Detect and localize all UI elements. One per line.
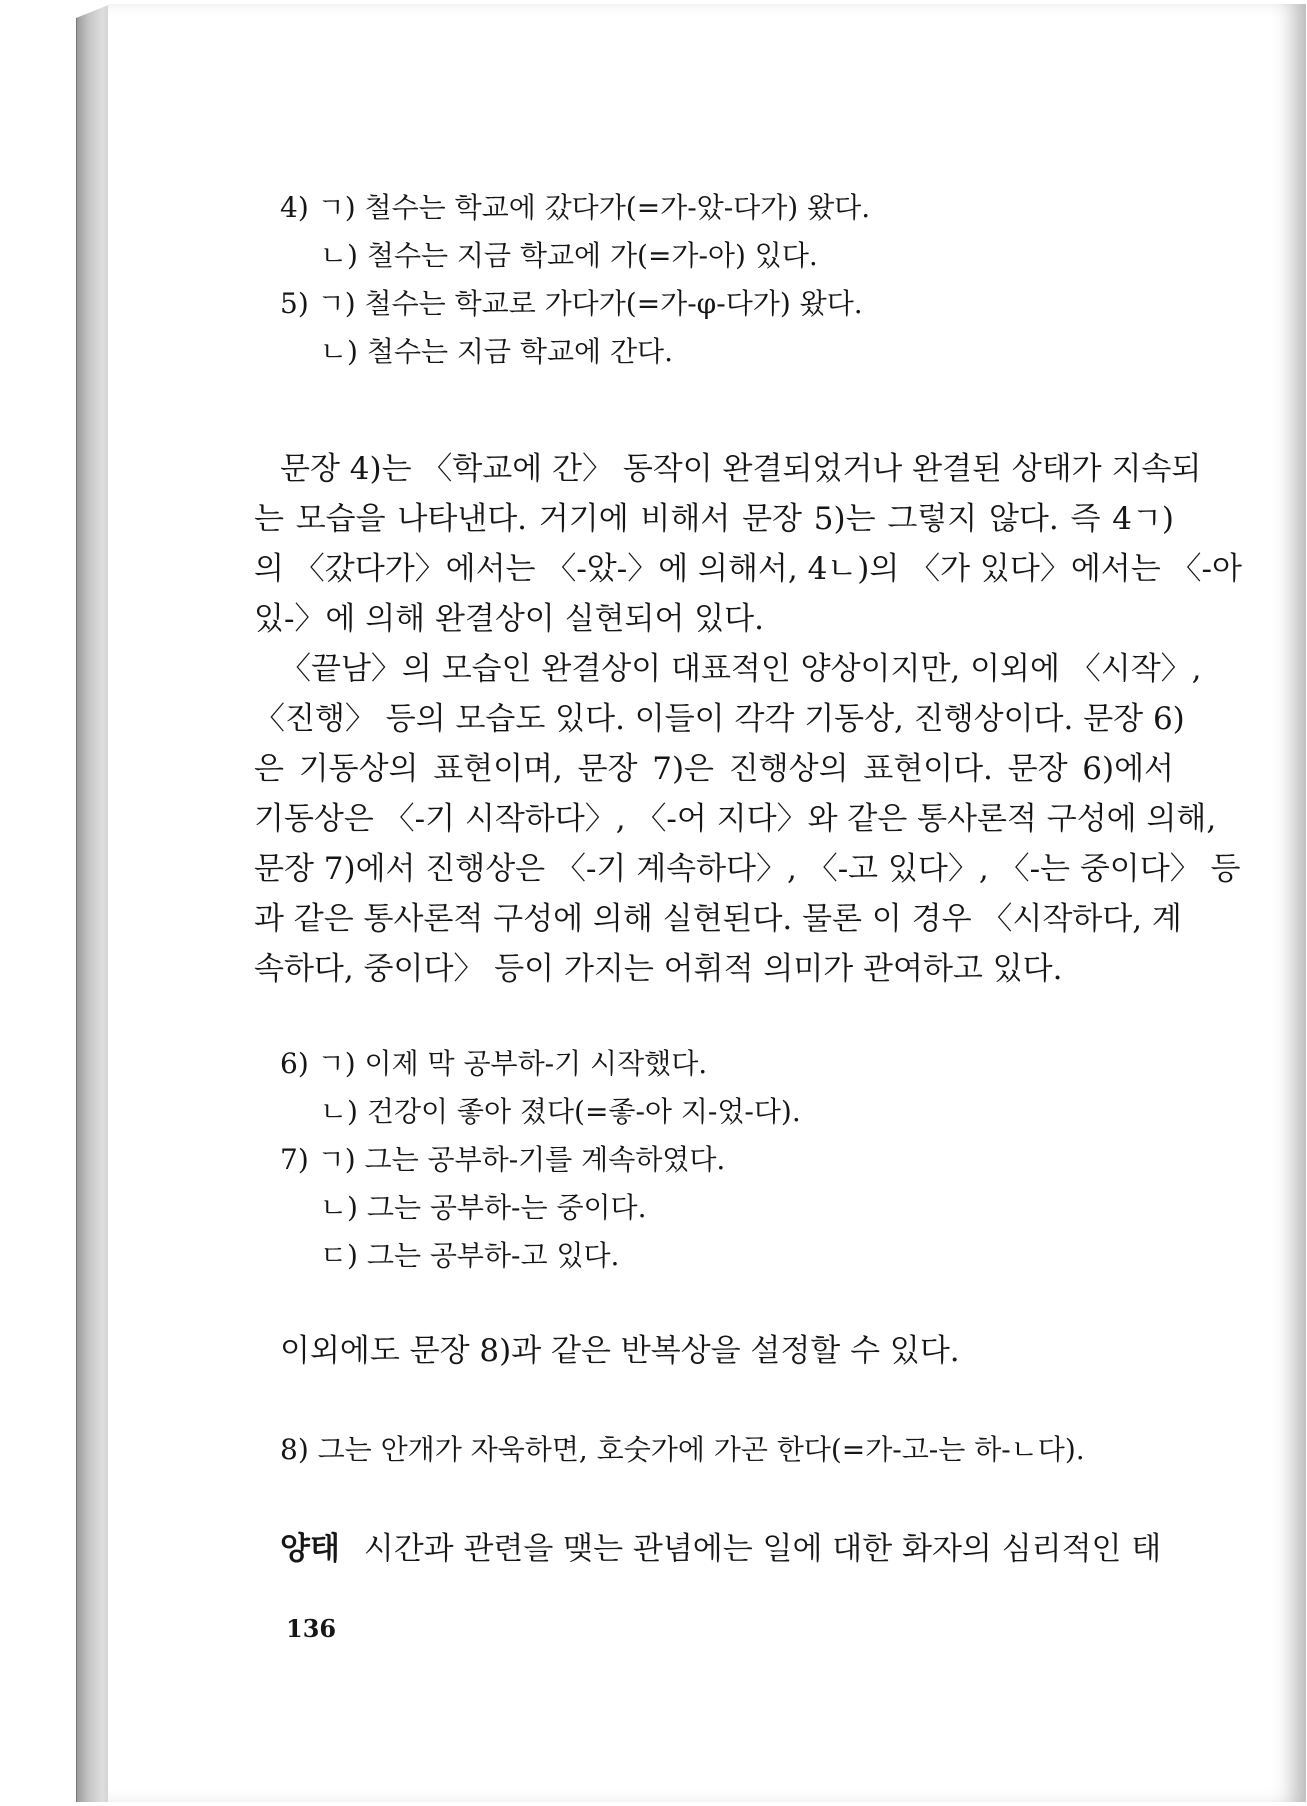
example-7c [320,1238,619,1274]
example-subletter: ㄴ) [320,335,358,368]
example-text: 이제 막 공부하-기 시작했다. [364,1047,708,1080]
example-subletter: ㄱ) [317,191,356,224]
example-subletter: ㄴ) [320,239,358,272]
example-subletter: ㄴ) [320,1095,358,1128]
example-5b [320,334,673,370]
example-subletter: ㄱ) [317,1143,356,1176]
paragraph2-line: 과 같은 통사론적 구성에 의해 실현된다. 물론 이 경우 〈시작하다, 계 [254,901,1182,937]
paragraph2-line: 은 기동상의 표현이며, 문장 7)은 진행상의 표현이다. 문장 6)에서 [254,751,1174,787]
paragraph2-line: 문장 7)에서 진행상은 〈-기 계속하다〉, 〈-고 있다〉, 〈-는 중이다〉 등 [254,851,1241,887]
example-text: 철수는 학교에 갔다가(=가-았-다가) 왔다. [364,191,871,224]
example-6a [280,1046,707,1082]
section-text: 시간과 관련을 맺는 관념에는 일에 대한 화자의 심리적인 태 [363,1531,1162,1567]
example-text: 그는 공부하-기를 계속하였다. [364,1143,726,1176]
example-5a [280,286,863,322]
page-number: 136 [286,1614,337,1643]
example-text: 철수는 지금 학교에 가(=가-아) 있다. [366,239,818,272]
paragraph2-line: 속하다, 중이다〉 등이 가지는 어휘적 의미가 관여하고 있다. [254,951,1063,987]
example-4a [280,190,870,226]
example-number: 7) [280,1143,309,1176]
paragraph1-line: 문장 4)는 〈학교에 간〉 동작이 완결되었거나 완결된 상태가 지속되 [280,451,1202,487]
example-7b [320,1190,647,1226]
example-text: 철수는 학교로 가다가(=가-φ-다가) 왔다. [364,287,863,320]
example-6b [320,1094,801,1130]
example-subletter: ㄱ) [317,1047,356,1080]
example-number: 4) [280,191,309,224]
paragraph1-line: 있-〉에 의해 완결상이 실현되어 있다. [254,601,764,637]
example-text: 그는 공부하-는 중이다. [366,1191,647,1224]
example-text: 그는 공부하-고 있다. [366,1239,620,1272]
book-page [108,4,1306,1802]
paragraph2-line: 〈진행〉 등의 모습도 있다. 이들이 각각 기동상, 진행상이다. 문장 6) [254,701,1185,737]
example-subletter: ㄱ) [317,287,356,320]
paragraph2-line: 〈끝남〉의 모습인 완결상이 대표적인 양상이지만, 이외에 〈시작〉, [280,651,1202,687]
paragraph1-line: 는 모습을 나타낸다. 거기에 비해서 문장 5)는 그렇지 않다. 즉 4ㄱ) [254,501,1174,537]
example-text: 철수는 지금 학교에 간다. [366,335,673,368]
paragraph1-line: 의 〈갔다가〉에서는 〈-았-〉에 의해서, 4ㄴ)의 〈가 있다〉에서는 〈-아 [254,551,1242,587]
paragraph3: 이외에도 문장 8)과 같은 반복상을 설정할 수 있다. [280,1333,960,1369]
example-4b [320,238,818,274]
section-term: 양태 [280,1531,340,1567]
example-8: 8) 그는 안개가 자욱하면, 호숫가에 가곤 한다(=가-고-는 하-ㄴ다). [280,1433,1085,1466]
example-7a [280,1142,725,1178]
example-subletter: ㄷ) [320,1239,358,1272]
example-text: 건강이 좋아 졌다(=좋-아 지-었-다). [366,1095,801,1128]
paragraph2-line: 기동상은 〈-기 시작하다〉, 〈-어 지다〉와 같은 통사론적 구성에 의해, [254,801,1217,837]
example-number: 6) [280,1047,309,1080]
book-spine [76,4,111,1802]
example-number: 5) [280,287,309,320]
example-subletter: ㄴ) [320,1191,358,1224]
section-start [280,1530,1175,1568]
